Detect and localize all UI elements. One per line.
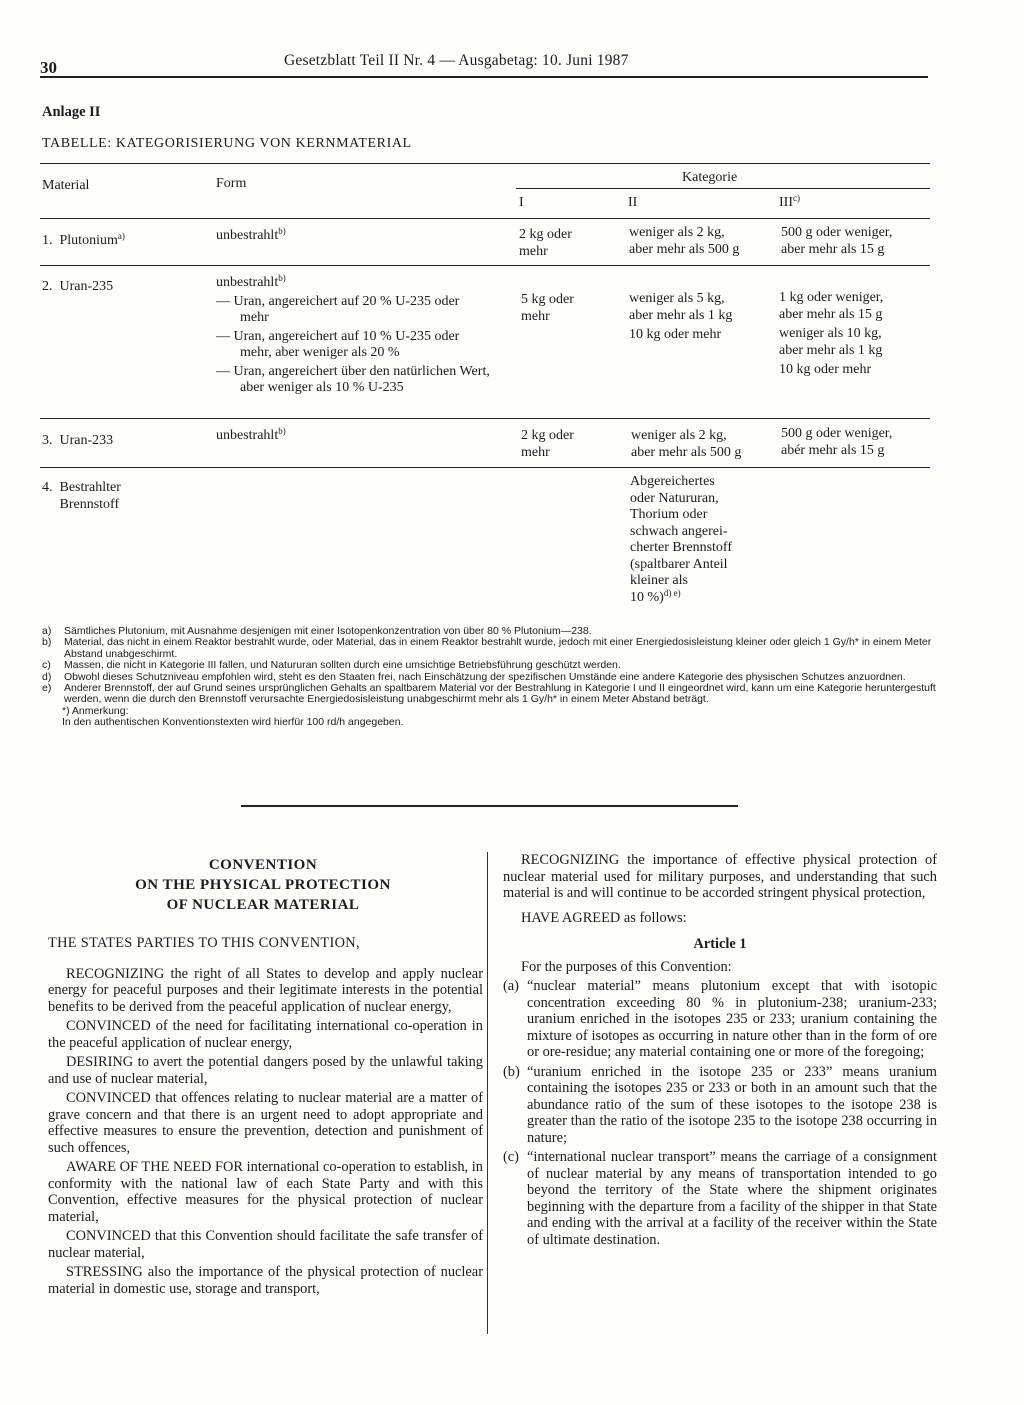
remark-label: *) Anmerkung: <box>62 704 129 717</box>
preamble-paragraph: CONVINCED that this Convention should facilitate the safe transfer of nuclear material, <box>48 1228 483 1261</box>
cell-line: 500 g oder weniger, <box>781 225 893 240</box>
footnote-ref: d) e) <box>663 587 681 598</box>
row3-cat3 <box>781 426 892 459</box>
cell-line: aber mehr als 15 g <box>779 306 883 322</box>
row2-form-head <box>216 275 486 292</box>
cell-line: 5 kg oder <box>521 292 574 307</box>
footnote-text: Anderer Brennstoff, der auf Grund seines ursprünglichen Gehalts an spaltbarem Material vor der Bestrahlung in Kategorie I und II eingeordnet wird, kann um eine Kategorie heruntergestuft werden, wenn die durch den Brennstoff verursachte Energiedosisleistung unabgeschirmt mehr als 1 Gy/h* in einem Meter Abstand beträgt. <box>64 682 936 706</box>
header-title: Gesetzblatt Teil II Nr. 4 — Ausgabetag: 10. Juni 1987 <box>284 52 629 69</box>
cell-line: aber mehr als 15 g <box>781 241 885 257</box>
row-rule <box>40 265 930 266</box>
row4-cat2 <box>630 474 732 606</box>
cell-line: Thorium oder <box>630 507 708 522</box>
col-header-kategorie: Kategorie <box>682 170 738 185</box>
article-heading: Article 1 <box>693 936 747 952</box>
row4-material <box>42 480 121 513</box>
page-number: 30 <box>40 58 57 77</box>
header-bottom-rule <box>40 218 930 219</box>
row2-cat2 <box>629 291 732 344</box>
footnote-label: b) <box>42 636 52 649</box>
cell-line: 500 g oder weniger, <box>781 426 893 441</box>
row1-form-text: unbestrahlt <box>216 228 279 243</box>
row-rule <box>40 418 930 419</box>
cell-line: 10 kg oder mehr <box>629 327 722 342</box>
row3-cat2 <box>631 428 741 461</box>
cell-line: 2 kg oder <box>519 227 572 242</box>
footnote-ref: a) <box>117 231 125 241</box>
cell-line: weniger als 10 kg, <box>779 326 882 341</box>
row3-cat1 <box>521 428 574 461</box>
form-item: — Uran, angereichert auf 10 % U-235 oder mehr, aber weniger als 20 % <box>216 328 460 360</box>
form-item: — Uran, angereichert auf 20 % U-235 oder mehr <box>216 293 460 325</box>
cell-line: 4. Bestrahlter <box>42 480 121 495</box>
article-intro: For the purposes of this Convention: <box>521 958 732 975</box>
row3-form <box>216 428 286 445</box>
cell-line: aber mehr als 1 kg <box>629 307 733 323</box>
header-rule <box>40 76 928 78</box>
row1-material-text: 1. Plutonium <box>42 233 118 248</box>
footnote-text: Obwohl dieses Schutzniveau empfohlen wird, steht es den Staaten frei, nach Einschätzung der spezifischen Umstände eine andere Kategorie des physischen Schutzes anzuordnen. <box>64 670 906 683</box>
cell-line: mehr <box>521 444 550 460</box>
footnote-label: e) <box>42 682 52 695</box>
col-header-cat2: II <box>628 195 638 210</box>
definition-text: “uranium enriched in the isotope 235 or 233” means uranium containing the isotopes 235 or 233 or both in an amount such that the abundance ratio of the sum of these isotopes to the isotope 238 is greater than the ratio of the isotope 235 to the isotope 238 occurring in nature; <box>527 1063 937 1146</box>
preamble-paragraph: DESIRING to avert the potential dangers posed by the unlawful taking and use of nuclear material, <box>48 1054 483 1087</box>
cell-line <box>630 587 732 607</box>
cat3-label: III <box>779 195 793 210</box>
cell-line: mehr <box>519 243 548 259</box>
cell-line: (spaltbarer Anteil <box>630 556 728 572</box>
preamble-paragraph: CONVINCED that offences relating to nuclear material are a matter of grave concern and that there is an urgent need to adopt appropriate and effective measures to ensure the prevention, detection and punishment of such offences, <box>48 1090 483 1156</box>
footnote <box>42 637 937 660</box>
section-rule <box>241 805 738 807</box>
cell-line: oder Natururan, <box>630 490 719 506</box>
preamble-intro: THE STATES PARTIES TO THIS CONVENTION, <box>48 935 360 951</box>
cell-line: Abgereichertes <box>630 474 715 489</box>
cell-line: 1 kg oder weniger, <box>779 290 884 305</box>
footnote-ref: b) <box>278 273 286 283</box>
table-top-rule <box>40 163 930 164</box>
title-line: CONVENTION <box>208 857 318 873</box>
preamble-paragraph: RECOGNIZING the importance of effective physical protection of nuclear material used for military purposes, and understanding that such material is and will continue to be accorded stringent physical protection, <box>503 852 937 901</box>
cell-line: mehr <box>521 308 550 324</box>
definition-text: “nuclear material” means plutonium except that with isotopic concentration exceeding 80 % in plutonium-238; uranium-233; uranium enriched in the isotopes 235 or 233; uranium containing the mixture of isotopes as occurring in nature other than in the form of ore or ore-residue; any material containing one or more of the foregoing; <box>527 978 937 1060</box>
definition-item <box>503 978 937 1061</box>
row1-cat1 <box>519 227 572 260</box>
col-header-cat1: I <box>519 195 524 210</box>
cell-line: aber mehr als 500 g <box>631 444 742 460</box>
cell-line: 2 kg oder <box>521 428 574 443</box>
footnote-label: a) <box>42 625 52 637</box>
row2-cat3 <box>779 290 883 379</box>
footnote-ref: b) <box>278 426 286 436</box>
cell-line: schwach angerei- <box>630 523 728 539</box>
footnote <box>42 660 937 671</box>
form-item: — Uran, angereichert über den natürlichen Wert, aber weniger als 10 % U-235 <box>216 363 490 395</box>
title-line: ON THE PHYSICAL PROTECTION <box>135 877 391 893</box>
cell-line: cherter Brennstoff <box>630 540 732 555</box>
row3-form-text: unbestrahlt <box>216 428 279 443</box>
preamble-paragraph: CONVINCED of the need for facilitating international co-operation in the peaceful application of nuclear energy, <box>48 1018 483 1051</box>
footnote-text: Material, das nicht in einem Reaktor bestrahlt wurde, oder Material, das in einem Reaktor bestrahlt wurde, jedoch mit einer Energiedosisleistung kleiner oder gleich 1 Gy/h* in einem Meter Abstand unabgeschirmt. <box>64 636 932 660</box>
row1-material <box>42 233 125 250</box>
footnote <box>42 683 937 706</box>
row-rule <box>40 467 930 468</box>
cell-line: 10 kg oder mehr <box>779 362 872 377</box>
definition-label: (c) <box>503 1149 519 1165</box>
footnote-text: Sämtliches Plutonium, mit Ausnahme desjenigen mit einer Isotopenkonzentration von über 80 % Plutonium—238. <box>64 625 592 637</box>
cell-line: Brennstoff <box>42 496 120 512</box>
col-header-form: Form <box>216 176 247 191</box>
footnote-ref: b) <box>278 226 286 236</box>
convention-title <box>100 855 426 915</box>
preamble-paragraph: RECOGNIZING the right of all States to develop and apply nuclear energy for peaceful purposes and their legitimate interests in the potential benefits to be derived from the peaceful application of nuclear energy, <box>48 965 483 1015</box>
col-header-material: Material <box>42 178 90 193</box>
row2-material: 2. Uran-235 <box>42 279 114 294</box>
footnote-label: d) <box>42 670 52 683</box>
cell-line: weniger als 5 kg, <box>629 291 725 306</box>
preamble-paragraph: AWARE OF THE NEED FOR international co-operation to establish, in conformity with the national law of each State Party and with this Convention, effective measures for the physical protection of nuclear material, <box>48 1159 483 1225</box>
cell-line: weniger als 2 kg, <box>631 428 727 443</box>
definition-label: (a) <box>503 978 519 994</box>
table-title: TABELLE: KATEGORISIERUNG VON KERNMATERIAL <box>42 136 412 151</box>
cell-line: aber mehr als 500 g <box>629 241 740 257</box>
cell-line: abér mehr als 15 g <box>781 442 885 458</box>
preamble-paragraph: STRESSING also the importance of the physical protection of nuclear material in domestic use, storage and transport, <box>48 1264 483 1297</box>
row2-cat1 <box>521 292 574 325</box>
definition-item <box>503 1149 937 1248</box>
cell-line: weniger als 2 kg, <box>629 225 725 240</box>
footnote-text: Massen, die nicht in Kategorie III fallen, und Natururan sollten durch eine umsichtige Betriebsführung geschützt werden. <box>64 659 621 672</box>
row1-cat2 <box>629 225 739 258</box>
right-column <box>503 852 937 1251</box>
definition-label: (b) <box>503 1063 520 1080</box>
row1-cat3 <box>781 225 892 258</box>
col-header-cat3 <box>779 195 800 212</box>
row2-form-head-text: unbestrahlt <box>216 275 279 290</box>
row3-material: 3. Uran-233 <box>42 433 114 448</box>
definition-text: “international nuclear transport” means the carriage of a consignment of nuclear material by any means of transportation intended to go beyond the territory of the State where the shipment originates beginning with the departure from a facility of the shipper in that State and ending with the arrival at a facility of the receiver within the State of ultimate destination. <box>527 1149 937 1248</box>
cell-line: kleiner als <box>630 573 688 588</box>
title-line: OF NUCLEAR MATERIAL <box>166 897 360 913</box>
footnotes <box>42 626 937 729</box>
cell-line: aber mehr als 1 kg <box>779 342 883 358</box>
annex-label: Anlage II <box>42 104 101 120</box>
cell-line-text: 10 %) <box>630 589 664 605</box>
column-divider <box>487 852 488 1334</box>
footnote-label: c) <box>42 659 51 672</box>
left-column <box>48 935 483 1300</box>
category-rule <box>516 188 930 189</box>
cat3-footnote-ref: c) <box>793 193 800 203</box>
row2-form <box>216 273 490 397</box>
remark-text: In den authentischen Konventionstexten wird hierfür 100 rd/h angegeben. <box>62 716 404 729</box>
definition-item <box>503 1064 937 1147</box>
preamble-paragraph: HAVE AGREED as follows: <box>521 909 687 926</box>
row1-form <box>216 228 286 245</box>
